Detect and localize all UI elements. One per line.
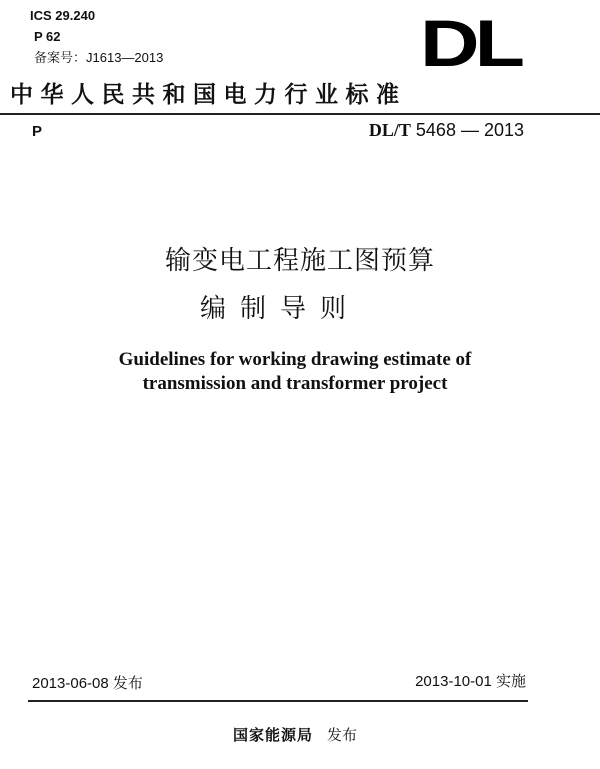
standard-number <box>369 120 524 141</box>
issue-date: 2013-06-08 发布 <box>32 675 143 692</box>
title-english-line-1: Guidelines for working drawing estimate of <box>118 349 472 370</box>
implementation-date: 2013-10-01 实施 <box>415 673 526 690</box>
footer-divider <box>28 700 528 702</box>
standard-type-heading: 中华人民共和国电力行业标准 <box>10 82 407 108</box>
title-chinese-line-1: 输变电工程施工图预算 <box>164 246 435 276</box>
publisher <box>0 724 600 745</box>
title-chinese-line-2: 编制导则 <box>199 294 360 324</box>
standard-number-value: 5468 — 2013 <box>415 120 524 140</box>
filing-number: 备案号：J1613—2013 <box>34 50 164 65</box>
classification-mark: P <box>32 123 43 140</box>
dl-logo: DL <box>420 6 520 80</box>
title-english-line-2: transmission and transformer project <box>142 373 448 394</box>
header-divider <box>0 113 600 115</box>
publisher-name: 国家能源局 <box>232 726 313 744</box>
title-english <box>0 348 600 396</box>
ics-code: ICS 29.240 <box>30 8 96 23</box>
ccs-code: P 62 <box>34 29 61 44</box>
standard-number-prefix: DL/T <box>368 120 411 140</box>
publisher-action: 发布 <box>327 726 358 744</box>
